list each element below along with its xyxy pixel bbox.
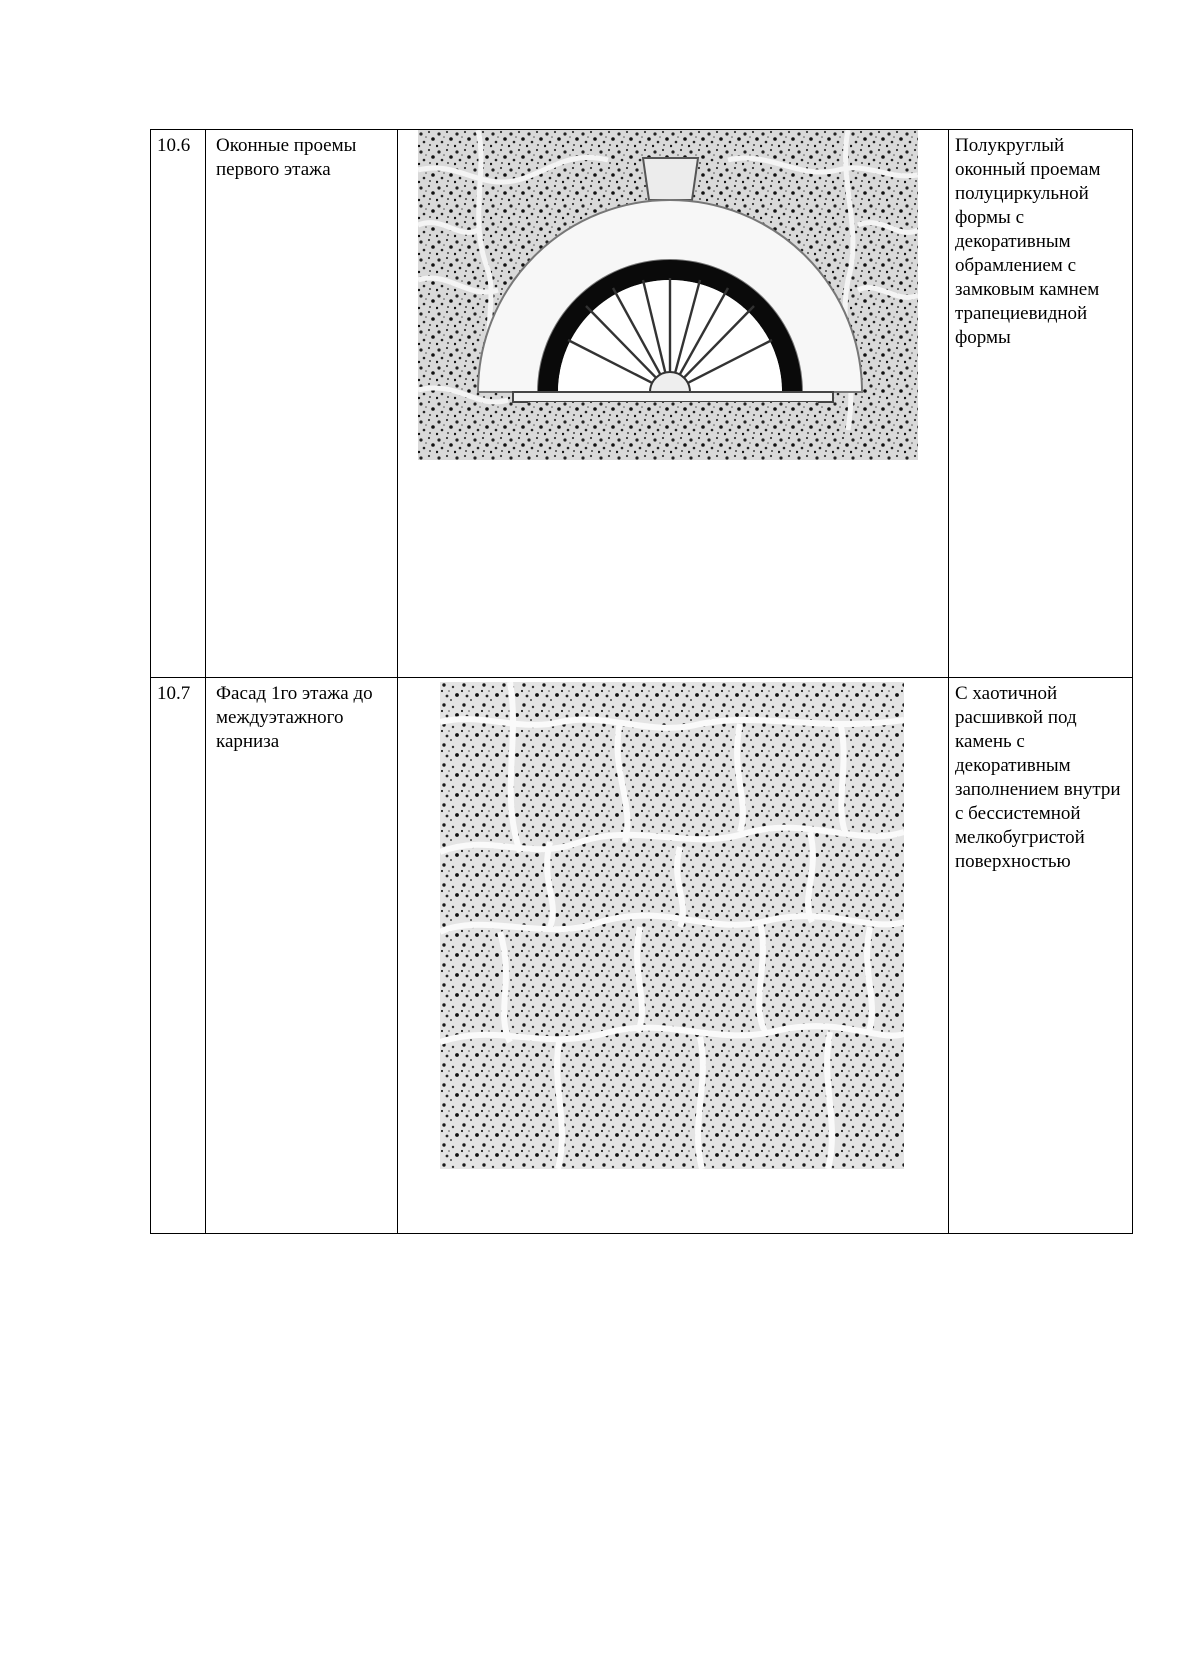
element-name: Фасад 1го этажа до междуэтажного карниза xyxy=(216,683,373,752)
row-number-cell xyxy=(151,678,206,1234)
table-row xyxy=(151,678,1133,1234)
semicircular-window-arch-photo xyxy=(418,130,918,460)
element-name: Оконные проемы первого этажа xyxy=(216,135,357,180)
rough-stone-facade-photo xyxy=(440,682,904,1169)
element-name-cell xyxy=(206,678,398,1234)
description-cell xyxy=(949,130,1133,678)
element-description: Полукруглый оконный проемам полуциркульной формы с декоративным обрамлением с замковым камнем трапециевидной формы xyxy=(955,135,1101,348)
element-name-cell xyxy=(206,130,398,678)
row-number: 10.7 xyxy=(157,683,191,704)
table-row xyxy=(151,130,1133,678)
facade-elements-table xyxy=(150,129,1133,1234)
row-number: 10.6 xyxy=(157,135,191,156)
photo-cell xyxy=(398,130,949,678)
photo-cell xyxy=(398,678,949,1234)
element-description: С хаотичной расшивкой под камень с декоративным заполнением внутри с бессистемной мелкобугристой поверхностью xyxy=(955,683,1121,872)
description-cell xyxy=(949,678,1133,1234)
row-number-cell xyxy=(151,130,206,678)
